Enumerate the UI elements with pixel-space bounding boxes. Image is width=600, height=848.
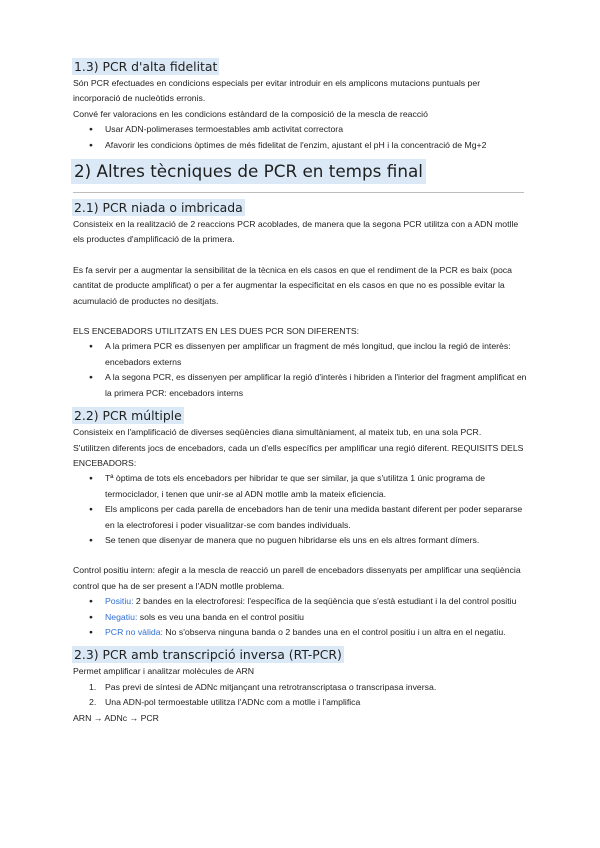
list-text: Pas previ de síntesi de ADNc mitjançant una retrotranscriptasa o transcripasa inversa.	[105, 681, 437, 692]
flow-text: ARN → ADNc → PCR	[73, 712, 159, 723]
list-number: 1.	[89, 681, 97, 692]
section-2-3	[73, 646, 528, 726]
bullet-list	[73, 471, 528, 548]
bullet-list	[73, 339, 528, 401]
list-item: ● A la segona PCR, es dissenyen per amplificar la regió d'interès i hibriden a l'interior del fragment amplificat en la primera PCR: encebadors interns	[73, 370, 528, 401]
list-text: Una ADN-pol termoestable utilitza l'ADNc com a motlle i l'amplifica	[105, 697, 361, 708]
control-text: sols es veu una banda en el control positiu	[137, 611, 304, 622]
paragraph: ELS ENCEBADORS UTILITZATS EN LES DUES PCR SON DIFERENTS:	[73, 326, 360, 337]
numbered-list	[73, 680, 528, 711]
list-item	[73, 695, 528, 710]
paragraph: Convé fer valoracions en les condicions estàndard de la composició de la mescla de reacció	[73, 108, 428, 119]
list-item: ● Els amplicons per cada parella de encebadors han de tenir una medida bastant diferent per poder separarse en la electroforesi i poder visualitzar-se com bandes individuals.	[73, 502, 528, 533]
paragraph: Permet amplificar i analitzar molècules de ARN	[73, 666, 255, 677]
paragraph: S'utilitzen diferents jocs de encebadors, cada un d'ells específics per amplificar una regió diferent. REQUISITS DELS ENCEBADORS:	[73, 442, 524, 468]
heading-1-3: 1.3) PCR d'alta fidelitat	[74, 59, 218, 74]
heading-2-1: 2.1) PCR niada o imbricada	[74, 200, 243, 216]
list-item: ● A la primera PCR es dissenyen per amplificar un fragment de més longitud, que inclou la regió de interès: encebadors externs	[73, 339, 528, 370]
list-item	[73, 680, 528, 695]
heading-2-3: 2.3) PCR amb transcripció inversa (RT-PCR)	[74, 647, 342, 663]
section-1-3	[73, 58, 528, 153]
section-2-1	[73, 199, 528, 401]
control-text: No s'observa ninguna banda o 2 bandes una en el control positiu i un altra en el negatiu.	[162, 626, 506, 637]
control-label: Negatiu:	[105, 611, 138, 622]
list-item: ● Se tenen que disenyar de manera que no puguen hibridarse els uns en els altres formant dímers.	[73, 533, 528, 548]
list-number: 2.	[89, 697, 97, 708]
paragraph: Consisteix en la realització de 2 reaccions PCR acoblades, de manera que la segona PCR utilitza con a ADN motlle els productes d'amplificació de la primera.	[73, 219, 519, 245]
bullet-list	[73, 122, 528, 153]
document-page	[73, 58, 528, 726]
paragraph: Consisteix en l'amplificació de diverses seqüències diana simultàniament, al mateix tub, en una sola PCR.	[73, 427, 482, 438]
control-label: Positiu:	[105, 596, 134, 607]
list-item	[73, 625, 528, 640]
control-list	[73, 594, 528, 640]
paragraph: Control positiu intern: afegir a la mescla de reacció un parell de encebadors dissenyats per amplificar una seqüència control que ha de ser present a l'ADN motlle problema.	[73, 565, 521, 591]
list-item	[73, 610, 528, 625]
control-label: PCR no vàlida:	[105, 626, 163, 637]
list-item: ● Tª òptima de tots els encebadors per hibridar te que ser similar, ja que s'utilitza 1 únic programa de termociclador, i tenen que unir-se al ADN motlle amb la mateix eficiencia.	[73, 471, 528, 502]
paragraph: Són PCR efectuades en condicions especials per evitar introduir en els amplicons mutacions puntuals per incorporació de nucleòtids erronis.	[73, 78, 481, 104]
list-item	[73, 594, 528, 609]
heading-2-2: 2.2) PCR múltiple	[74, 408, 182, 424]
control-text: 2 bandes en la electroforesi: l'específica de la seqüència que s'està estudiant i la del control positiu	[133, 596, 517, 607]
paragraph: Es fa servir per a augmentar la sensibilitat de la tècnica en els casos en que el rendiment de la PCR es baix (poca cantitat de producte amplificat) o per a fer augmentar la especificitat en els casos en que no es possible evitar la acumulació de productes no desitjats.	[73, 264, 512, 306]
section-2-2	[73, 407, 528, 640]
heading-2: 2) Altres tècniques de PCR en temps final	[71, 159, 426, 184]
list-item: ● Afavorir les condicions òptimes de més fidelitat de l'enzim, ajustant el pH i la concentració de Mg+2	[73, 138, 528, 153]
list-item: ● Usar ADN-polimerases termoestables amb activitat correctora	[73, 122, 528, 137]
